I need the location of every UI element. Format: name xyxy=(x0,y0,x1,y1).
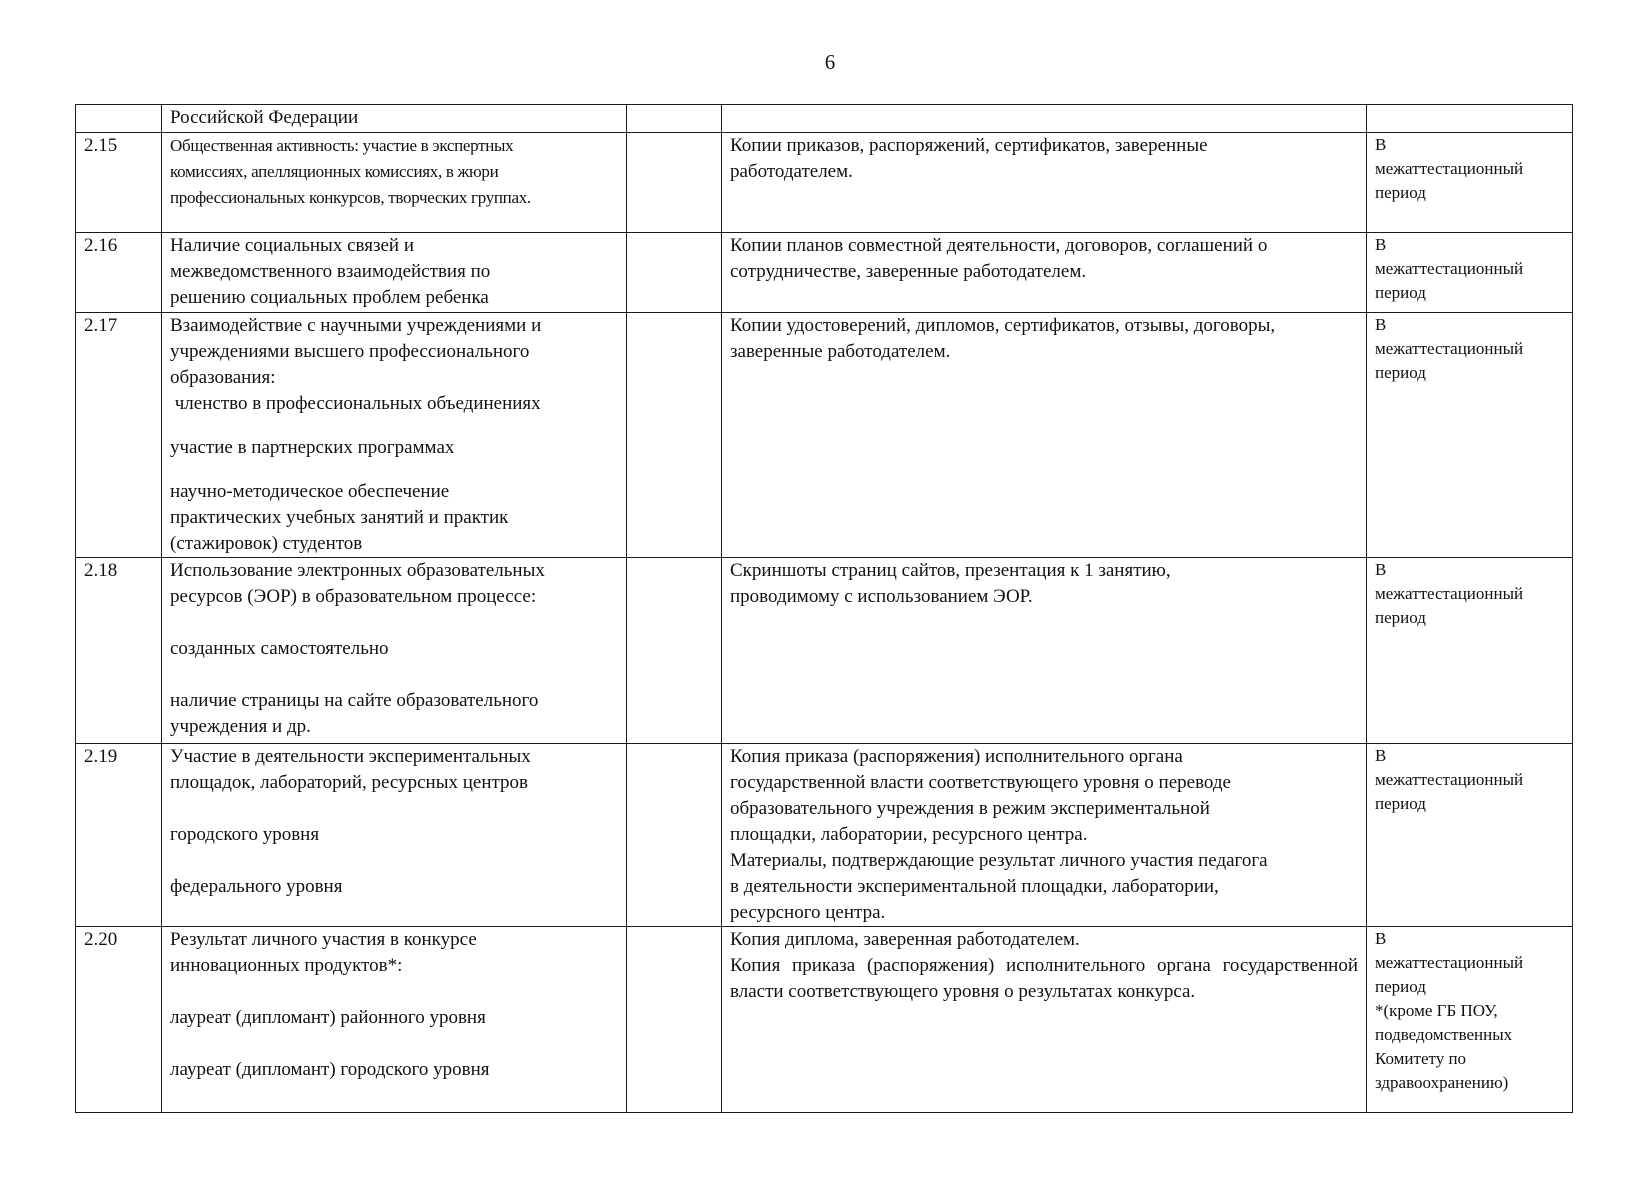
spacer xyxy=(170,417,618,435)
row-number-cell: 2.20 xyxy=(76,927,162,1113)
documents-line: проводимому с использованием ЭОР. xyxy=(730,586,1033,607)
term-line: период xyxy=(1375,283,1426,302)
indicator-line: федерального уровня xyxy=(170,876,343,897)
term-line: межаттестационный xyxy=(1375,159,1524,178)
blank-cell xyxy=(627,133,722,233)
term-line: период xyxy=(1375,363,1426,382)
documents-cell xyxy=(722,927,1367,1113)
blank-cell xyxy=(627,927,722,1113)
indicator-line: городского уровня xyxy=(170,824,320,845)
criteria-table xyxy=(75,104,1573,1113)
spacer xyxy=(170,848,618,874)
term-cell xyxy=(1367,558,1573,744)
term-line: В xyxy=(1375,315,1387,334)
blank-cell xyxy=(627,105,722,133)
indicator-line: инновационных продуктов*: xyxy=(170,955,403,976)
indicator-line: лауреат (дипломант) районного уровня xyxy=(170,1007,486,1028)
indicator-line: Наличие социальных связей и xyxy=(170,235,414,256)
row-number-cell: 2.16 xyxy=(76,233,162,313)
spacer xyxy=(170,979,618,1005)
term-cell xyxy=(1367,105,1573,133)
documents-line: работодателем. xyxy=(730,161,853,182)
documents-cell xyxy=(722,558,1367,744)
indicator-line: Участие в деятельности экспериментальных xyxy=(170,746,531,767)
term-line: период xyxy=(1375,608,1426,627)
term-cell xyxy=(1367,927,1573,1113)
term-line: межаттестационный xyxy=(1375,953,1524,972)
indicator-line: участие в партнерских программах xyxy=(170,437,455,458)
indicator-line: лауреат (дипломант) городского уровня xyxy=(170,1059,490,1080)
table-row xyxy=(76,927,1573,1113)
row-number-cell: 2.17 xyxy=(76,313,162,558)
indicator-line: Взаимодействие с научными учреждениями и xyxy=(170,315,542,336)
term-line: межаттестационный xyxy=(1375,770,1524,789)
documents-line: Копии планов совместной деятельности, договоров, соглашений о xyxy=(730,235,1268,256)
indicator-line: образования: xyxy=(170,367,276,388)
term-line: Комитету по xyxy=(1375,1049,1467,1068)
term-line: межаттестационный xyxy=(1375,584,1524,603)
indicator-line: членство в профессиональных объединениях xyxy=(170,393,541,414)
indicator-line: созданных самостоятельно xyxy=(170,638,389,659)
indicator-cell xyxy=(162,233,627,313)
term-cell xyxy=(1367,313,1573,558)
indicator-line: Использование электронных образовательных xyxy=(170,560,545,581)
indicator-cell xyxy=(162,133,627,233)
term-line: период xyxy=(1375,977,1426,996)
indicator-line: комиссиях, апелляционных комиссиях, в жюри xyxy=(170,162,499,181)
spacer xyxy=(170,1031,618,1057)
row-number-cell: 2.18 xyxy=(76,558,162,744)
term-cell xyxy=(1367,133,1573,233)
term-line: В xyxy=(1375,235,1387,254)
term-line: В xyxy=(1375,560,1387,579)
term-line: В xyxy=(1375,746,1387,765)
term-line: период xyxy=(1375,794,1426,813)
spacer xyxy=(170,662,618,688)
spacer xyxy=(170,796,618,822)
indicator-line: Российской Федерации xyxy=(170,107,359,128)
indicator-line: практических учебных занятий и практик xyxy=(170,507,509,528)
blank-cell xyxy=(627,744,722,927)
documents-cell xyxy=(722,233,1367,313)
term-line: период xyxy=(1375,183,1426,202)
indicator-line: (стажировок) студентов xyxy=(170,533,363,554)
spacer xyxy=(170,610,618,636)
row-number-cell: 2.19 xyxy=(76,744,162,927)
indicator-line: Общественная активность: участие в экспертных xyxy=(170,136,514,155)
documents-line: Копия приказа (распоряжения) исполнительного органа xyxy=(730,746,1183,767)
term-cell xyxy=(1367,233,1573,313)
row-number-cell xyxy=(76,105,162,133)
indicator-cell xyxy=(162,105,627,133)
documents-line: Копии удостоверений, дипломов, сертификатов, отзывы, договоры, xyxy=(730,315,1276,336)
table-row xyxy=(76,105,1573,133)
indicator-line: Результат личного участия в конкурсе xyxy=(170,929,477,950)
page-number: 6 xyxy=(824,50,836,74)
documents-cell xyxy=(722,133,1367,233)
term-line: здравоохранению) xyxy=(1375,1073,1509,1092)
documents-line: ресурсного центра. xyxy=(730,902,886,923)
term-cell xyxy=(1367,744,1573,927)
term-line: В xyxy=(1375,929,1387,948)
blank-cell xyxy=(627,313,722,558)
documents-paragraph: Копия приказа (распоряжения) исполнительного органа государственной власти соответствующего уровня о результатах конкурса. xyxy=(730,955,1358,1002)
indicator-line: научно-методическое обеспечение xyxy=(170,481,450,502)
documents-line: Копии приказов, распоряжений, сертификатов, заверенные xyxy=(730,135,1208,156)
documents-cell xyxy=(722,313,1367,558)
documents-line: Материалы, подтверждающие результат личного участия педагога xyxy=(730,850,1268,871)
term-line: подведомственных xyxy=(1375,1025,1513,1044)
indicator-cell xyxy=(162,313,627,558)
table-row xyxy=(76,133,1573,233)
documents-line: Копия диплома, заверенная работодателем. xyxy=(730,929,1080,950)
blank-cell xyxy=(627,558,722,744)
indicator-line: решению социальных проблем ребенка xyxy=(170,287,489,308)
indicator-line: площадок, лабораторий, ресурсных центров xyxy=(170,772,529,793)
documents-line: сотрудничестве, заверенные работодателем. xyxy=(730,261,1087,282)
table-row xyxy=(76,233,1573,313)
row-number-cell: 2.15 xyxy=(76,133,162,233)
indicator-line: учреждениями высшего профессионального xyxy=(170,341,530,362)
documents-line: в деятельности экспериментальной площадки, лаборатории, xyxy=(730,876,1219,897)
documents-line: площадки, лаборатории, ресурсного центра. xyxy=(730,824,1088,845)
term-line: В xyxy=(1375,135,1387,154)
table-row xyxy=(76,558,1573,744)
term-line: *(кроме ГБ ПОУ, xyxy=(1375,1001,1498,1020)
table-row xyxy=(76,744,1573,927)
indicator-line: учреждения и др. xyxy=(170,716,311,737)
table-row xyxy=(76,313,1573,558)
documents-cell xyxy=(722,105,1367,133)
spacer xyxy=(170,461,618,479)
indicator-line: наличие страницы на сайте образовательного xyxy=(170,690,539,711)
documents-line: образовательного учреждения в режим экспериментальной xyxy=(730,798,1210,819)
indicator-cell xyxy=(162,558,627,744)
indicator-line: ресурсов (ЭОР) в образовательном процессе: xyxy=(170,586,537,607)
indicator-line: межведомственного взаимодействия по xyxy=(170,261,491,282)
term-line: межаттестационный xyxy=(1375,339,1524,358)
documents-line: Скриншоты страниц сайтов, презентация к 1 занятию, xyxy=(730,560,1171,581)
indicator-cell xyxy=(162,927,627,1113)
indicator-line: профессиональных конкурсов, творческих группах. xyxy=(170,188,531,207)
term-line: межаттестационный xyxy=(1375,259,1524,278)
blank-cell xyxy=(627,233,722,313)
documents-line: заверенные работодателем. xyxy=(730,341,951,362)
indicator-cell xyxy=(162,744,627,927)
documents-cell xyxy=(722,744,1367,927)
documents-line: государственной власти соответствующего уровня о переводе xyxy=(730,772,1231,793)
